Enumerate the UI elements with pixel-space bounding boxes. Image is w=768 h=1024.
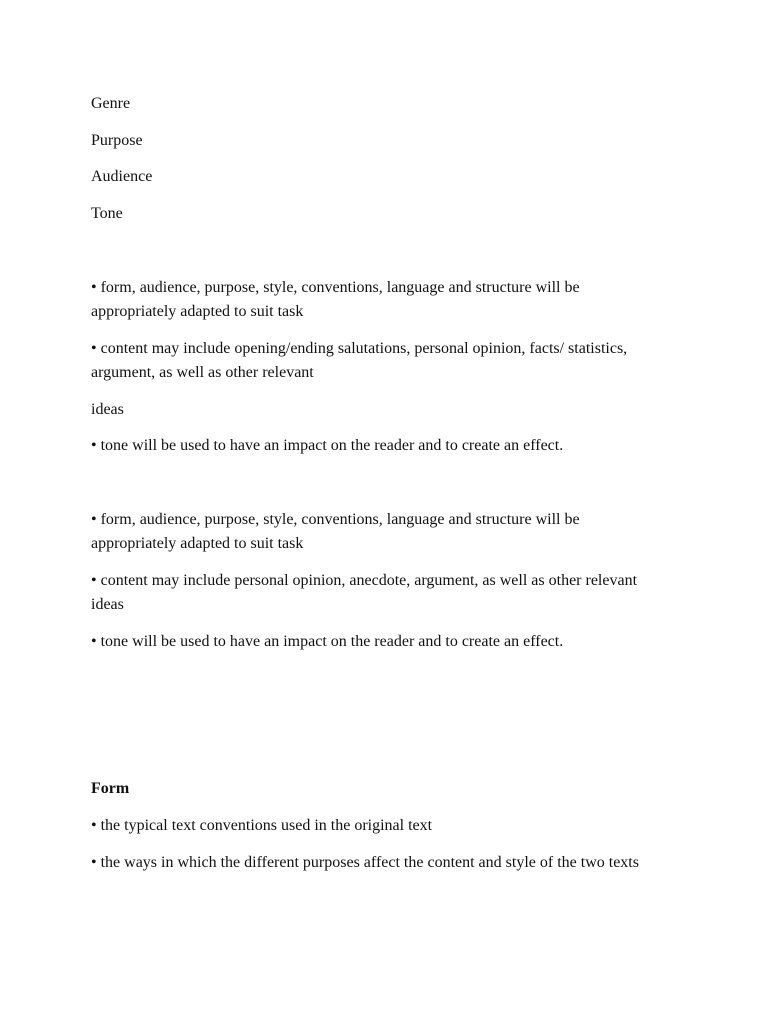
form-heading: Form	[91, 780, 130, 797]
label-tone: Tone	[91, 205, 123, 222]
label-genre: Genre	[91, 95, 131, 112]
section2-bullet-3: • tone will be used to have an impact on the reader and to create an effect.	[91, 633, 564, 650]
form-bullet-1: • the typical text conventions used in the original text	[91, 817, 433, 834]
section1-bullet-1: • form, audience, purpose, style, conventions, language and structure will be appropriately adapted to suit task	[91, 279, 580, 320]
section2-bullet-2: • content may include personal opinion, anecdote, argument, as well as other relevant ideas	[91, 572, 638, 613]
section1-continuation: ideas	[91, 401, 124, 418]
section2-bullet-1: • form, audience, purpose, style, conventions, language and structure will be appropriately adapted to suit task	[91, 511, 580, 552]
label-audience: Audience	[91, 168, 153, 185]
label-purpose: Purpose	[91, 132, 143, 149]
section1-bullet-3: • tone will be used to have an impact on the reader and to create an effect.	[91, 437, 564, 454]
section1-bullet-2: • content may include opening/ending salutations, personal opinion, facts/ statistics, argument, as well as other relevant	[91, 340, 628, 381]
form-bullet-2: • the ways in which the different purposes affect the content and style of the two texts	[91, 854, 639, 871]
